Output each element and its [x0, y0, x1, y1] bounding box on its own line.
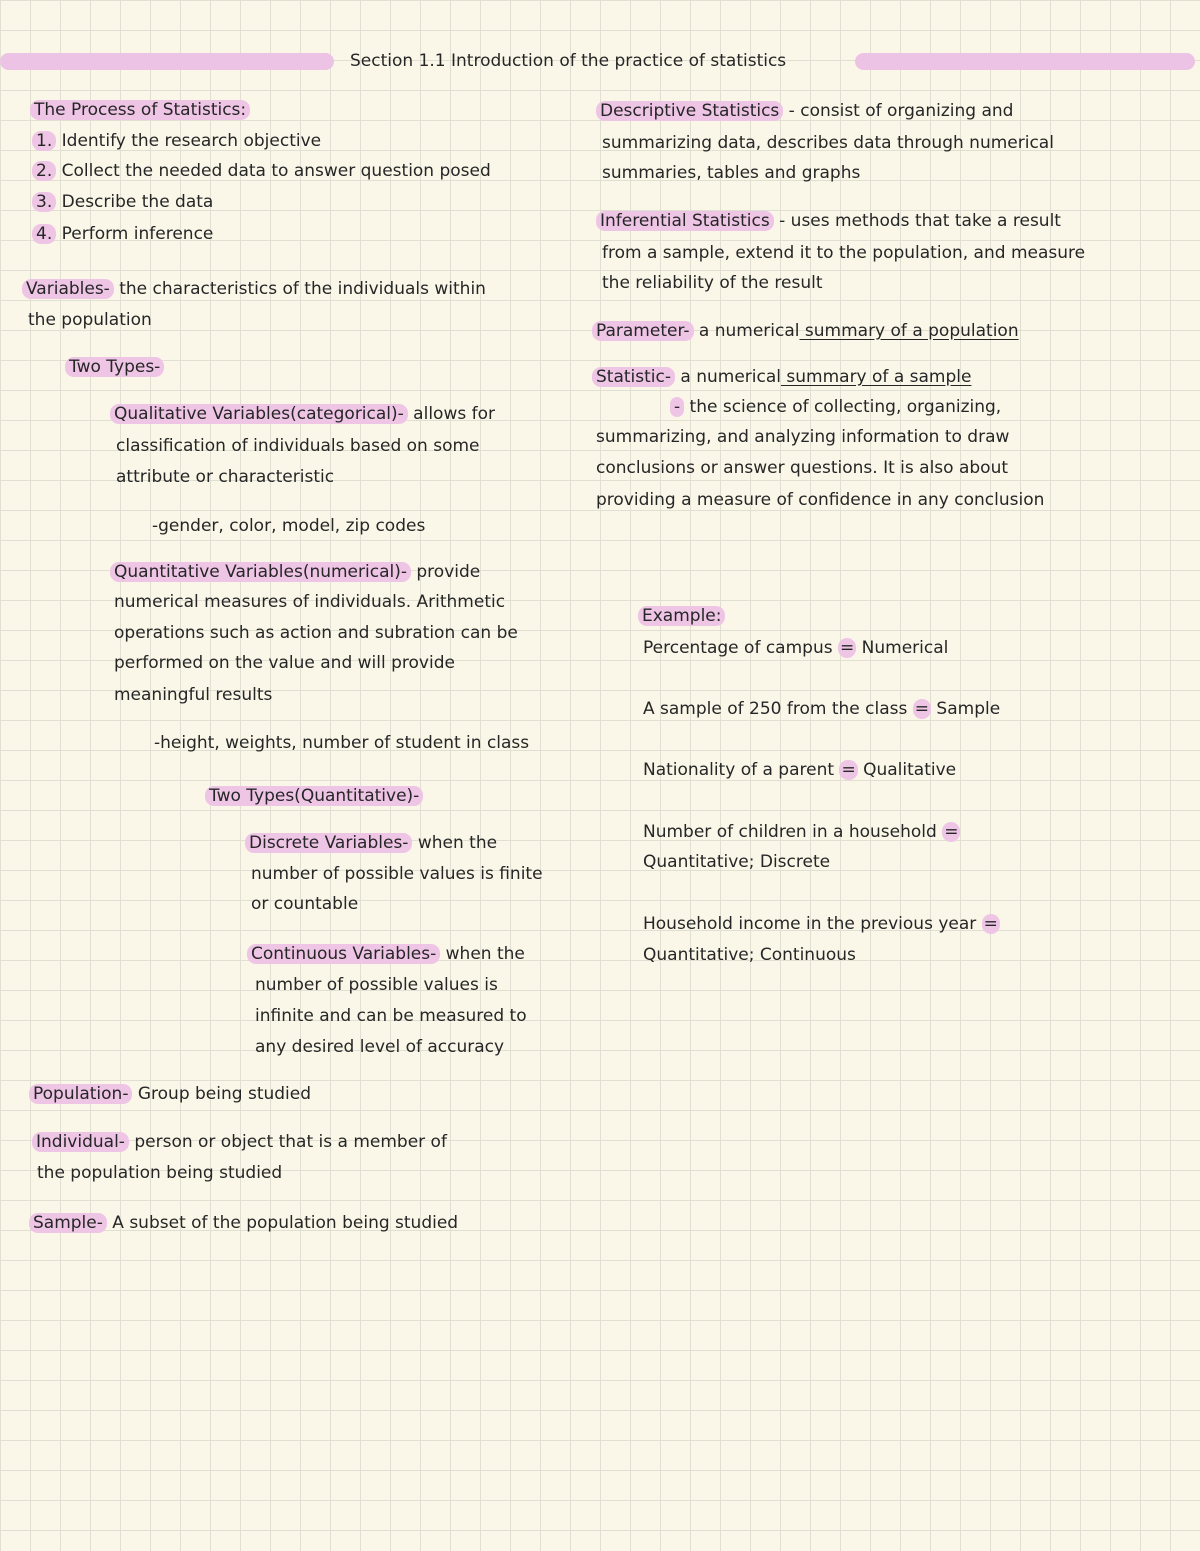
continuous-definition	[247, 939, 525, 970]
qualitative-term: Qualitative Variables(categorical)-	[110, 404, 408, 424]
quantitative-line-2: numerical measures of individuals. Arithmetic	[114, 592, 506, 612]
statistic-line-3: summarizing, and analyzing information to draw	[596, 427, 1010, 447]
example-equals: =	[983, 914, 998, 934]
continuous-line-3: infinite and can be measured to	[255, 1006, 527, 1026]
example-right: Qualitative	[857, 760, 957, 780]
example-item-5	[643, 909, 1000, 940]
continuous-term: Continuous Variables-	[247, 944, 440, 964]
example-equals: =	[914, 699, 930, 719]
title-highlight-left	[0, 53, 334, 70]
process-step-3	[32, 187, 213, 218]
step-number: 3.	[32, 192, 56, 212]
qualitative-definition	[110, 399, 495, 430]
statistic-dash: -	[670, 397, 684, 417]
process-step-2	[32, 156, 491, 187]
discrete-line-2: number of possible values is finite	[251, 864, 543, 884]
example-item-5-line-2: Quantitative; Continuous	[643, 945, 856, 965]
statistic-term: Statistic-	[592, 367, 675, 387]
quantitative-line: provide	[410, 562, 481, 582]
continuous-line-2: number of possible values is	[255, 975, 498, 995]
statistic-def: a numerical	[675, 367, 781, 387]
example-equals: =	[839, 638, 855, 658]
discrete-line-3: or countable	[251, 894, 359, 914]
quantitative-line-4: performed on the value and will provide	[114, 653, 455, 673]
parameter-def: a numerical	[693, 321, 800, 341]
quantitative-line-3: operations such as action and subration can be	[114, 623, 518, 643]
example-item-3	[643, 755, 956, 786]
population-def: Group being studied	[132, 1084, 312, 1104]
example-heading-text: Example:	[638, 606, 725, 626]
inferential-line-3: the reliability of the result	[602, 273, 823, 293]
two-types-text: Two Types-	[65, 357, 164, 377]
sample-def: A subset of the population being studied	[106, 1213, 459, 1233]
quantitative-line-5: meaningful results	[114, 685, 273, 705]
population-definition	[29, 1079, 311, 1110]
discrete-line: when the	[412, 833, 498, 853]
title-highlight-right	[855, 53, 1195, 70]
process-heading	[30, 95, 250, 126]
variables-term: Variables-	[22, 279, 114, 299]
statistic-definition	[592, 362, 971, 393]
process-heading-text: The Process of Statistics:	[30, 100, 250, 120]
discrete-term: Discrete Variables-	[245, 833, 412, 853]
example-item-2	[643, 694, 1000, 725]
inferential-line: - uses methods that take a result	[773, 211, 1061, 231]
step-number: 1.	[32, 131, 56, 151]
process-step-4	[32, 219, 213, 250]
step-text: Perform inference	[56, 224, 214, 244]
example-item-4	[643, 817, 960, 848]
step-text: Identify the research objective	[56, 131, 322, 151]
quantitative-term: Quantitative Variables(numerical)-	[110, 562, 411, 582]
variables-definition	[22, 274, 486, 305]
step-number: 4.	[32, 224, 56, 244]
statistic-line-4: conclusions or answer questions. It is also about	[596, 458, 1009, 478]
inferential-definition	[596, 206, 1061, 237]
parameter-term: Parameter-	[592, 321, 694, 341]
statistic-line-2	[670, 392, 1001, 423]
example-equals: =	[944, 822, 959, 842]
discrete-definition	[245, 828, 497, 859]
process-step-1	[32, 126, 321, 157]
example-right: Sample	[931, 699, 1001, 719]
qualitative-line: allows for	[407, 404, 495, 424]
two-types-heading	[65, 352, 164, 383]
qualitative-line-2: classification of individuals based on some	[116, 436, 480, 456]
inferential-term: Inferential Statistics	[596, 211, 774, 231]
descriptive-term: Descriptive Statistics	[596, 101, 783, 121]
example-heading	[638, 601, 725, 632]
example-right: Numerical	[856, 638, 949, 658]
qualitative-examples: -gender, color, model, zip codes	[152, 516, 426, 536]
continuous-line-4: any desired level of accuracy	[255, 1037, 505, 1057]
example-left: Household income in the previous year	[643, 914, 982, 934]
individual-def: person or object that is a member of	[128, 1132, 447, 1152]
parameter-definition	[592, 316, 1019, 347]
quantitative-examples: -height, weights, number of student in class	[154, 733, 530, 753]
example-left: Percentage of campus	[643, 638, 838, 658]
statistic-line: the science of collecting, organizing,	[684, 397, 1002, 417]
sample-term: Sample-	[29, 1213, 107, 1233]
sample-definition	[29, 1208, 458, 1239]
example-left: Number of children in a household	[643, 822, 943, 842]
example-item-1	[643, 633, 948, 664]
continuous-line: when the	[440, 944, 525, 964]
parameter-underlined: summary of a population	[799, 321, 1019, 341]
individual-term: Individual-	[32, 1132, 129, 1152]
inferential-line-2: from a sample, extend it to the population, and measure	[602, 243, 1086, 263]
population-term: Population-	[29, 1084, 132, 1104]
page-title: Section 1.1 Introduction of the practice of statistics	[350, 51, 787, 71]
example-left: A sample of 250 from the class	[643, 699, 913, 719]
variables-def-line-2: the population	[28, 310, 152, 330]
quantitative-definition	[110, 557, 480, 588]
descriptive-line-2: summarizing data, describes data through numerical	[602, 133, 1054, 153]
descriptive-line: - consist of organizing and	[783, 101, 1014, 121]
statistic-underlined: summary of a sample	[781, 367, 972, 387]
step-text: Describe the data	[56, 192, 214, 212]
descriptive-line-3: summaries, tables and graphs	[602, 163, 861, 183]
step-number: 2.	[32, 161, 56, 181]
two-types-quant-text: Two Types(Quantitative)-	[205, 786, 423, 806]
statistic-line-5: providing a measure of confidence in any conclusion	[596, 490, 1045, 510]
example-item-4-line-2: Quantitative; Discrete	[643, 852, 831, 872]
step-text: Collect the needed data to answer question posed	[56, 161, 491, 181]
example-left: Nationality of a parent	[643, 760, 840, 780]
example-equals: =	[841, 760, 856, 780]
variables-def-line: the characteristics of the individuals within	[113, 279, 486, 299]
descriptive-definition	[596, 96, 1013, 127]
individual-definition	[32, 1127, 447, 1158]
individual-line-2: the population being studied	[37, 1163, 283, 1183]
two-types-quant-heading	[205, 781, 423, 812]
qualitative-line-3: attribute or characteristic	[116, 467, 335, 487]
